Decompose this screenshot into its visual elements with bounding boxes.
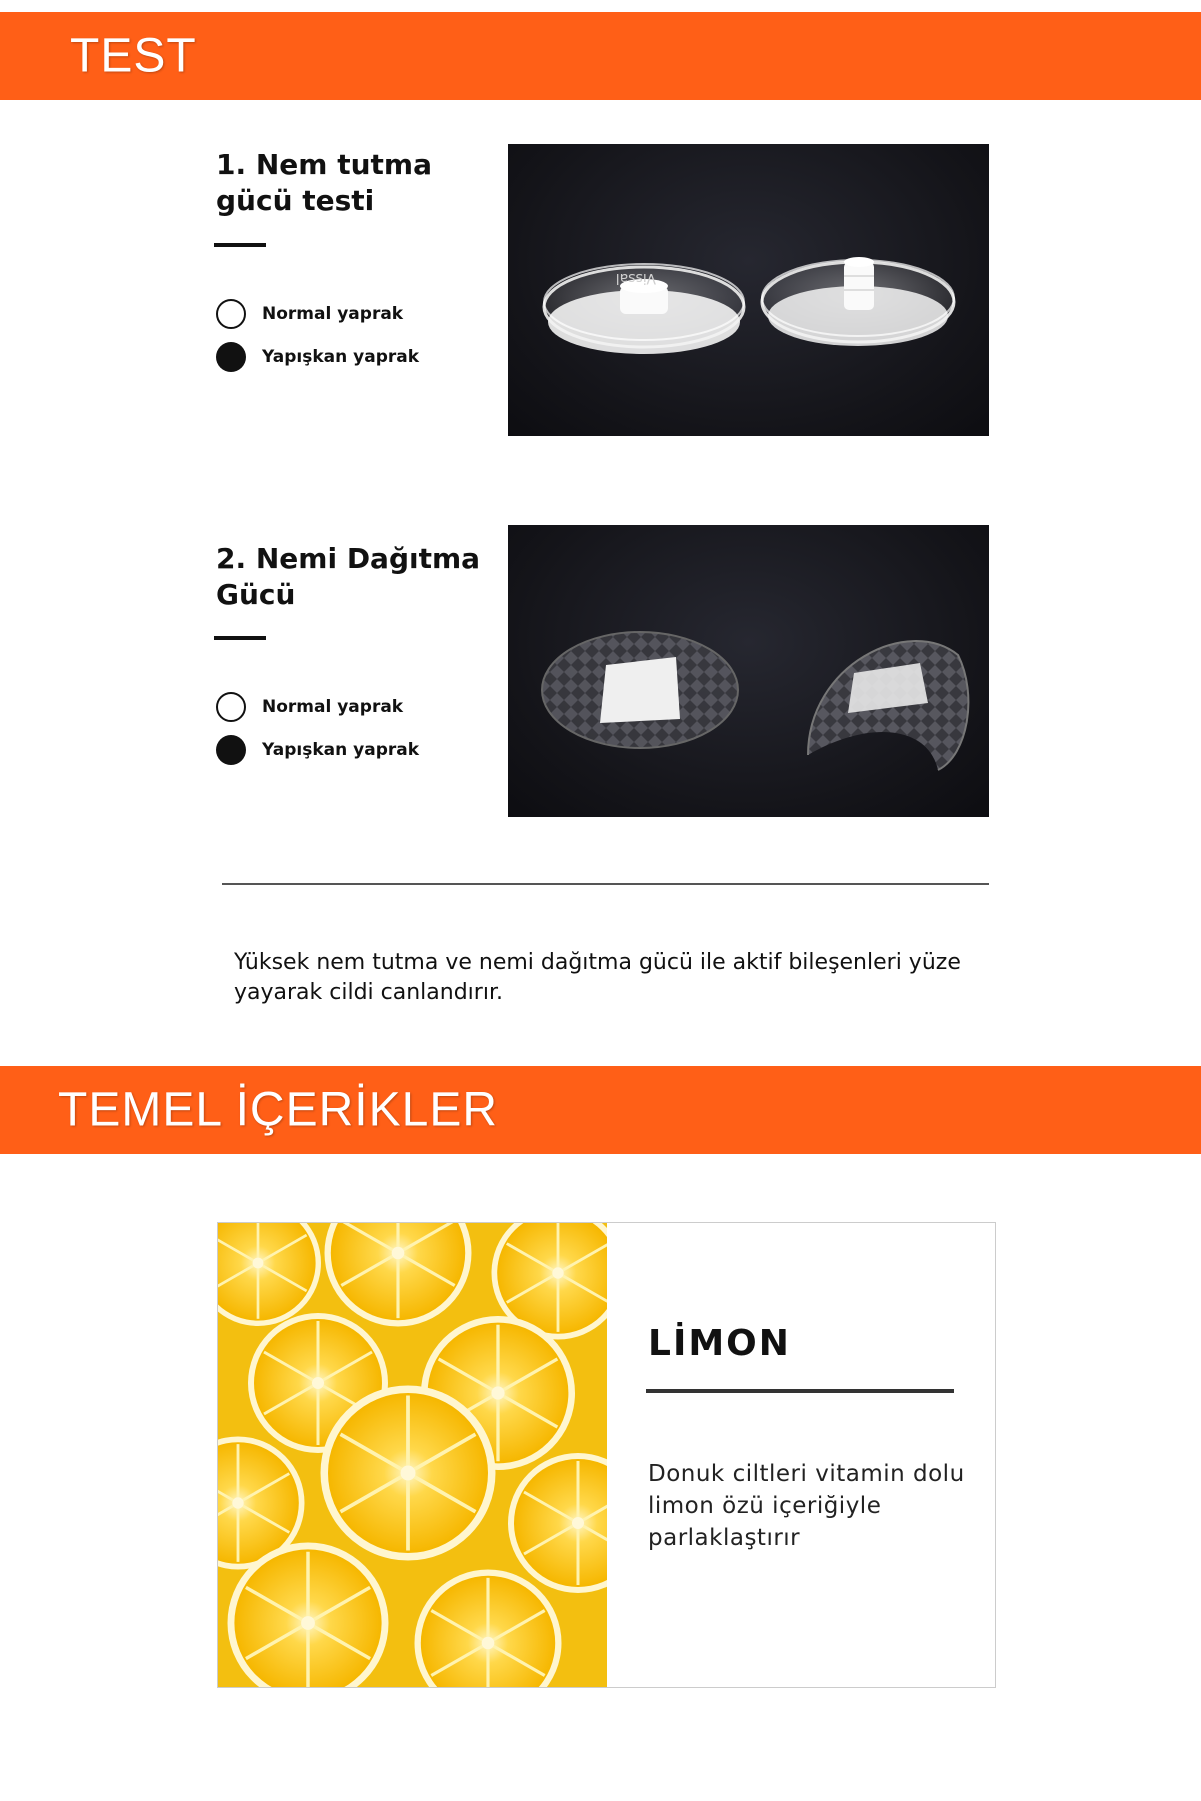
test-2-photo (508, 525, 989, 817)
test-2-title (216, 541, 496, 613)
ingredient-desc-line3: parlaklaştırır (648, 1525, 801, 1551)
ingredient-name-underline (646, 1389, 954, 1393)
sheet-samples-illustration (508, 525, 989, 817)
test-1-title-line1: 1. Nem tutma (216, 148, 432, 181)
lemon-photo (218, 1223, 607, 1687)
test-heading: TEST (70, 29, 197, 83)
ingredient-card (217, 1222, 996, 1688)
legend-label: Normal yaprak (262, 304, 404, 324)
open-circle-icon (216, 299, 246, 329)
test-section-header (0, 12, 1201, 100)
legend-label: Yapışkan yaprak (262, 347, 420, 367)
ingredients-section-header (0, 1066, 1201, 1154)
legend-label: Yapışkan yaprak (262, 740, 420, 760)
section-divider (222, 883, 989, 885)
ingredient-desc-line1: Donuk ciltleri vitamin dolu (648, 1461, 965, 1487)
test-1-title (216, 147, 496, 219)
summary-line1: Yüksek nem tutma ve nemi dağıtma gücü ile aktif bileşenleri yüze (234, 950, 961, 975)
summary-line2: yayarak cildi canlandırır. (234, 980, 503, 1005)
open-circle-icon (216, 692, 246, 722)
test-2-title-underline (214, 636, 266, 640)
petri-dishes-illustration (508, 144, 989, 436)
test-2-title-line2: Gücü (216, 578, 296, 611)
test-2-title-line1: 2. Nemi Dağıtma (216, 542, 481, 575)
lemon-slices-illustration (218, 1223, 607, 1687)
ingredient-name: LİMON (648, 1323, 791, 1364)
legend-label: Normal yaprak (262, 697, 404, 717)
test-1-legend-sticky (216, 340, 419, 374)
test-2-legend-normal (216, 690, 403, 724)
ingredient-description (648, 1458, 968, 1554)
test-1-title-underline (214, 243, 266, 247)
ingredients-heading: TEMEL İÇERİKLER (58, 1083, 498, 1137)
test-2-legend-sticky (216, 733, 419, 767)
filled-circle-icon (216, 342, 246, 372)
dish-brand-label: Vissal (615, 270, 656, 286)
filled-circle-icon (216, 735, 246, 765)
test-summary (234, 948, 994, 1008)
test-1-legend-normal (216, 297, 403, 331)
test-1-title-line2: gücü testi (216, 184, 375, 217)
ingredient-desc-line2: limon özü içeriğiyle (648, 1493, 882, 1519)
test-1-photo (508, 144, 989, 436)
